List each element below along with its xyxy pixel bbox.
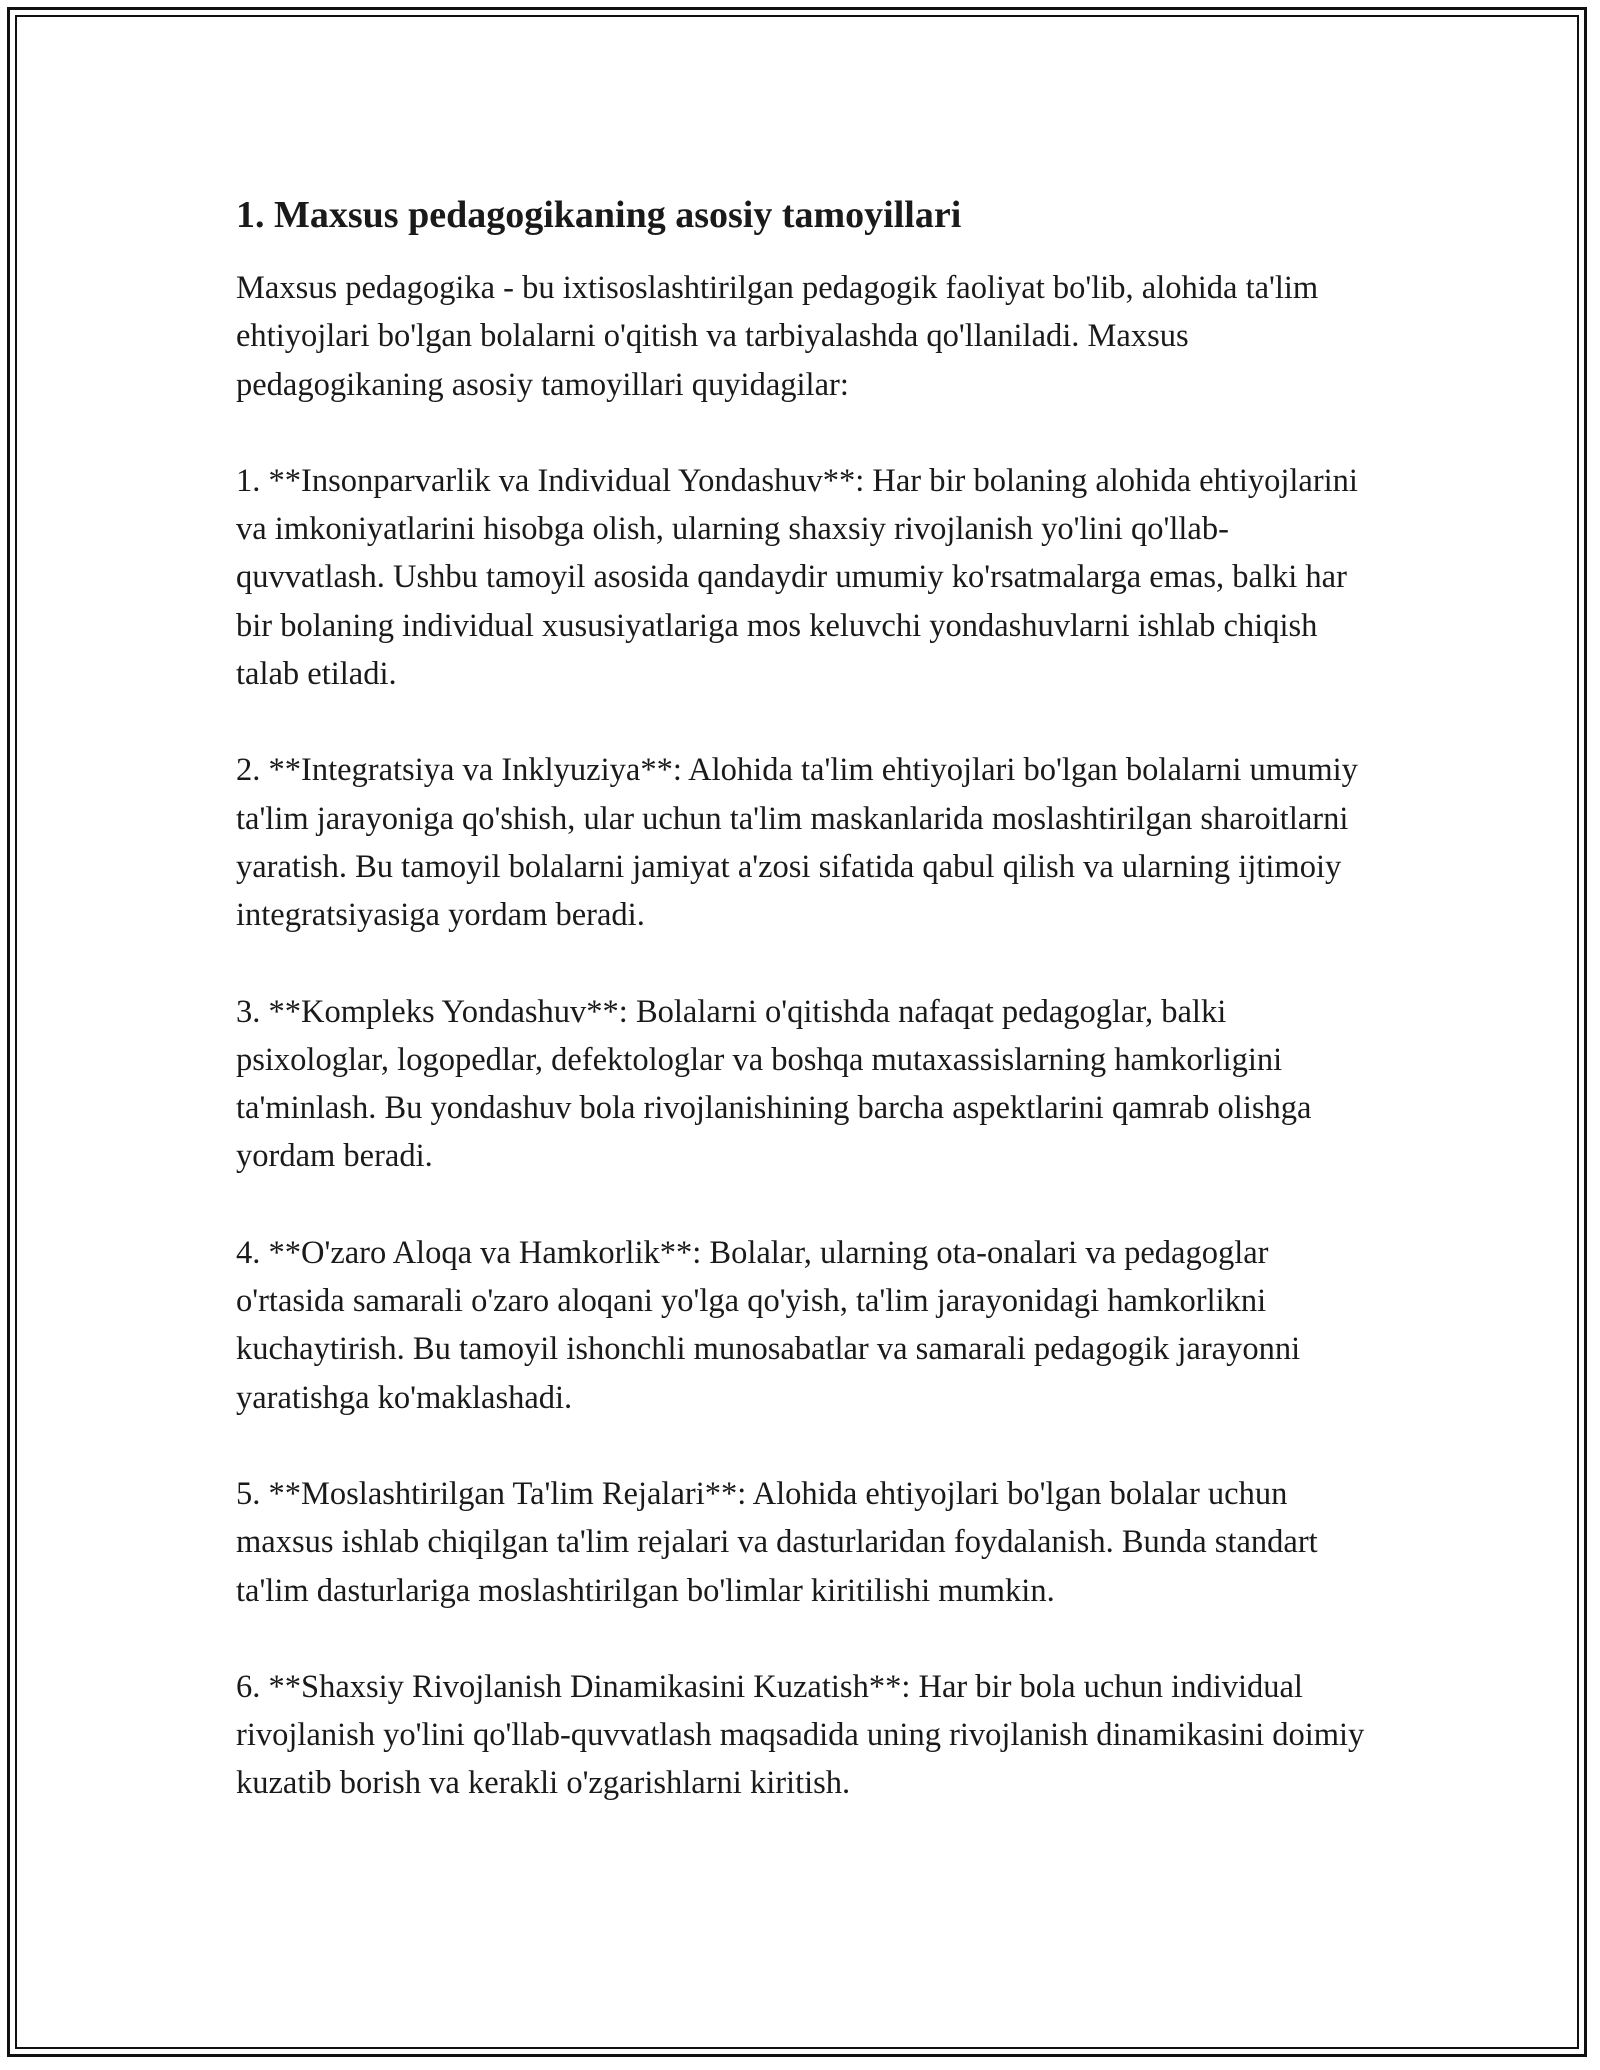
intro-paragraph: Maxsus pedagogika - bu ixtisoslashtirilgan pedagogik faoliyat bo'lib, alohida ta'lim ehtiyojlari bo'lgan bolalarni o'qitish va tarbiyalashda qo'llaniladi. Maxsus pedagogikaning asosiy tamoyillari quyidagilar: — [236, 270, 1327, 403]
document-body — [236, 186, 1376, 1856]
document-title: 1. Maxsus pedagogikaning asosiy tamoyillari — [236, 194, 962, 236]
principle-3-paragraph: 3. **Kompleks Yondashuv**: Bolalarni o'qitishda nafaqat pedagoglar, balki psixologlar, logopedlar, defektologlar va boshqa mutaxassislarning hamkorligini ta'minlash. Bu yondashuv bola rivojlanishining barcha aspektlarini qamrab olishga yordam beradi. — [236, 993, 1320, 1175]
principle-5-paragraph: 5. **Moslashtirilgan Ta'lim Rejalari**: Alohida ehtiyojlari bo'lgan bolalar uchun maxsus ishlab chiqilgan ta'lim rejalari va dasturlaridan foydalanish. Bunda standart ta'lim dasturlariga moslashtirilgan bo'limlar kiritilishi mumkin. — [236, 1475, 1326, 1609]
principle-6-paragraph: 6. **Shaxsiy Rivojlanish Dinamikasini Kuzatish**: Har bir bola uchun individual rivojlanish yo'lini qo'llab-quvvatlash maqsadida uning rivojlanish dinamikasini doimiy kuzatib borish va kerakli o'zgarishlarni kiritish. — [236, 1668, 1373, 1802]
principle-2-paragraph: 2. **Integratsiya va Inklyuziya**: Alohida ta'lim ehtiyojlari bo'lgan bolalarni umumiy ta'lim jarayoniga qo'shish, ular uchun ta'lim maskanlarida moslashtirilgan sharoitlarni yaratish. Bu tamoyil bolalarni jamiyat a'zosi sifatida qabul qilish va ularning ijtimoiy integratsiyasiga yordam beradi. — [236, 752, 1367, 934]
principle-1-paragraph: 1. **Insonparvarlik va Individual Yondashuv**: Har bir bolaning alohida ehtiyojlarini va imkoniyatlarini hisobga olish, ularning shaxsiy rivojlanish yo'lini qo'llab-quvvatlash. Ushbu tamoyil asosida qandaydir umumiy ko'rsatmalarga emas, balki har bir bolaning individual xususiyatlariga mos keluvchi yondashuvlarni ishlab chiqish talab etiladi. — [236, 462, 1367, 693]
principle-4-paragraph: 4. **O'zaro Aloqa va Hamkorlik**: Bolalar, ularning ota-onalari va pedagoglar o'rtasida samarali o'zaro aloqani yo'lga qo'yish, ta'lim jarayonidagi hamkorlikni kuchaytirish. Bu tamoyil ishonchli munosabatlar va samarali pedagogik jarayonni yaratishga ko'maklashadi. — [236, 1234, 1309, 1416]
